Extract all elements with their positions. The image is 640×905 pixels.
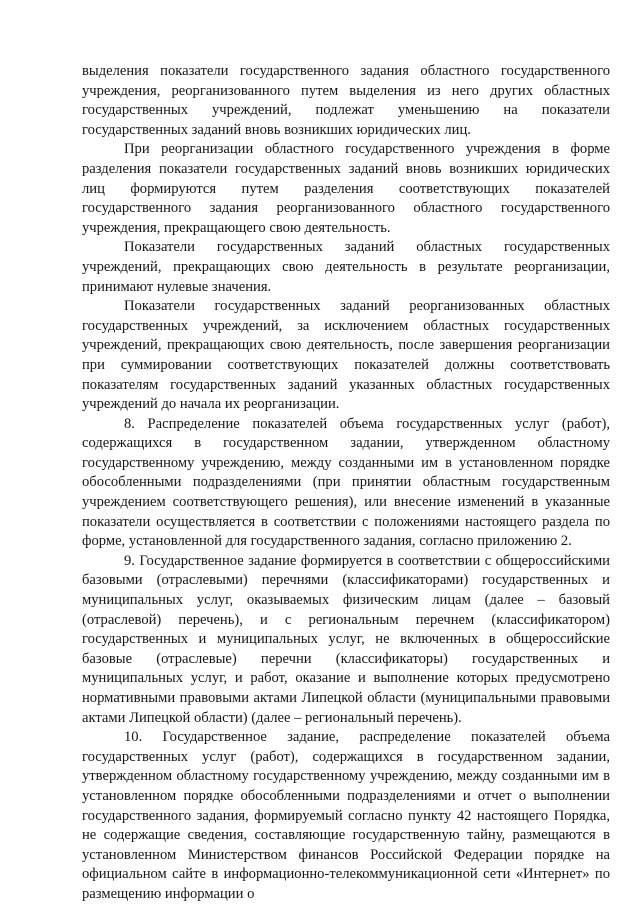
paragraph-item-9: 9. Государственное задание формируется в соответствии с общероссийскими базовыми (отраслевыми) перечнями (классификаторами) государственных и муниципальных услуг, оказываемых физическим лицам (далее – базовый (отраслевой) перечень), и с региональным перечнем (классификатором) государственных и муниципальных услуг, не включенных в общероссийские базовые (отраслевые) перечни (классификаторы) государственных и муниципальных услуг, и работ, оказание и выполнение которых предусмотрено нормативными правовыми актами Липецкой области (муниципальными правовыми актами Липецкой области) (далее – региональный перечень). <box>82 552 610 726</box>
document-body <box>82 62 610 905</box>
paragraph-separation-reorganization: При реорганизации областного государственного учреждения в форме разделения показатели государственных заданий вновь возникших юридических лиц формируются путем разделения соответствующих показателей государственного задания реорганизованного областного государственного учреждения, прекращающего свою деятельность. <box>82 141 610 236</box>
paragraph-item-10: 10. Государственное задание, распределение показателей объема государственных услуг (работ), содержащихся в государственном задании, утвержденном областному государственному учреждению, между созданными им в установленном порядке обособленными подразделениями и отчет о выполнении государственного задания, формируемый согласно пункту 42 настоящего Порядка, не содержащие сведения, составляющие государственную тайну, размещаются в установленном Министерством финансов Российской Федерации порядке на официальном сайте в информационно-телекоммуникационной сети «Интернет» по размещению информации о <box>82 729 610 902</box>
paragraph-zero-values: Показатели государственных заданий областных государственных учреждений, прекращающих свою деятельность в результате реорганизации, принимают нулевые значения. <box>82 239 610 295</box>
paragraph-item-8: 8. Распределение показателей объема государственных услуг (работ), содержащихся в государственном задании, утвержденном областному государственному учреждению, между созданными им в установленном порядке обособленными подразделениями (при принятии областным государственным учреждением соответствующего решения), или внесение изменений в указанные показатели осуществляется в соответствии с положениями настоящего раздела по форме, установленной для государственного задания, согласно приложению 2. <box>82 415 610 550</box>
paragraph-continuation: выделения показатели государственного задания областного государственного учреждения, реорганизованного путем выделения из него других областных государственных учреждений, подлежат уменьшению на показатели государственных заданий вновь возникших юридических лиц. <box>82 63 610 138</box>
paragraph-reorganized-values: Показатели государственных заданий реорганизованных областных государственных учреждений, за исключением областных государственных учреждений, прекращающих свою деятельность, после завершения реорганизации при суммировании соответствующих показателей должны соответствовать показателям государственных заданий указанных областных государственных учреждений до начала их реорганизации. <box>82 298 610 413</box>
